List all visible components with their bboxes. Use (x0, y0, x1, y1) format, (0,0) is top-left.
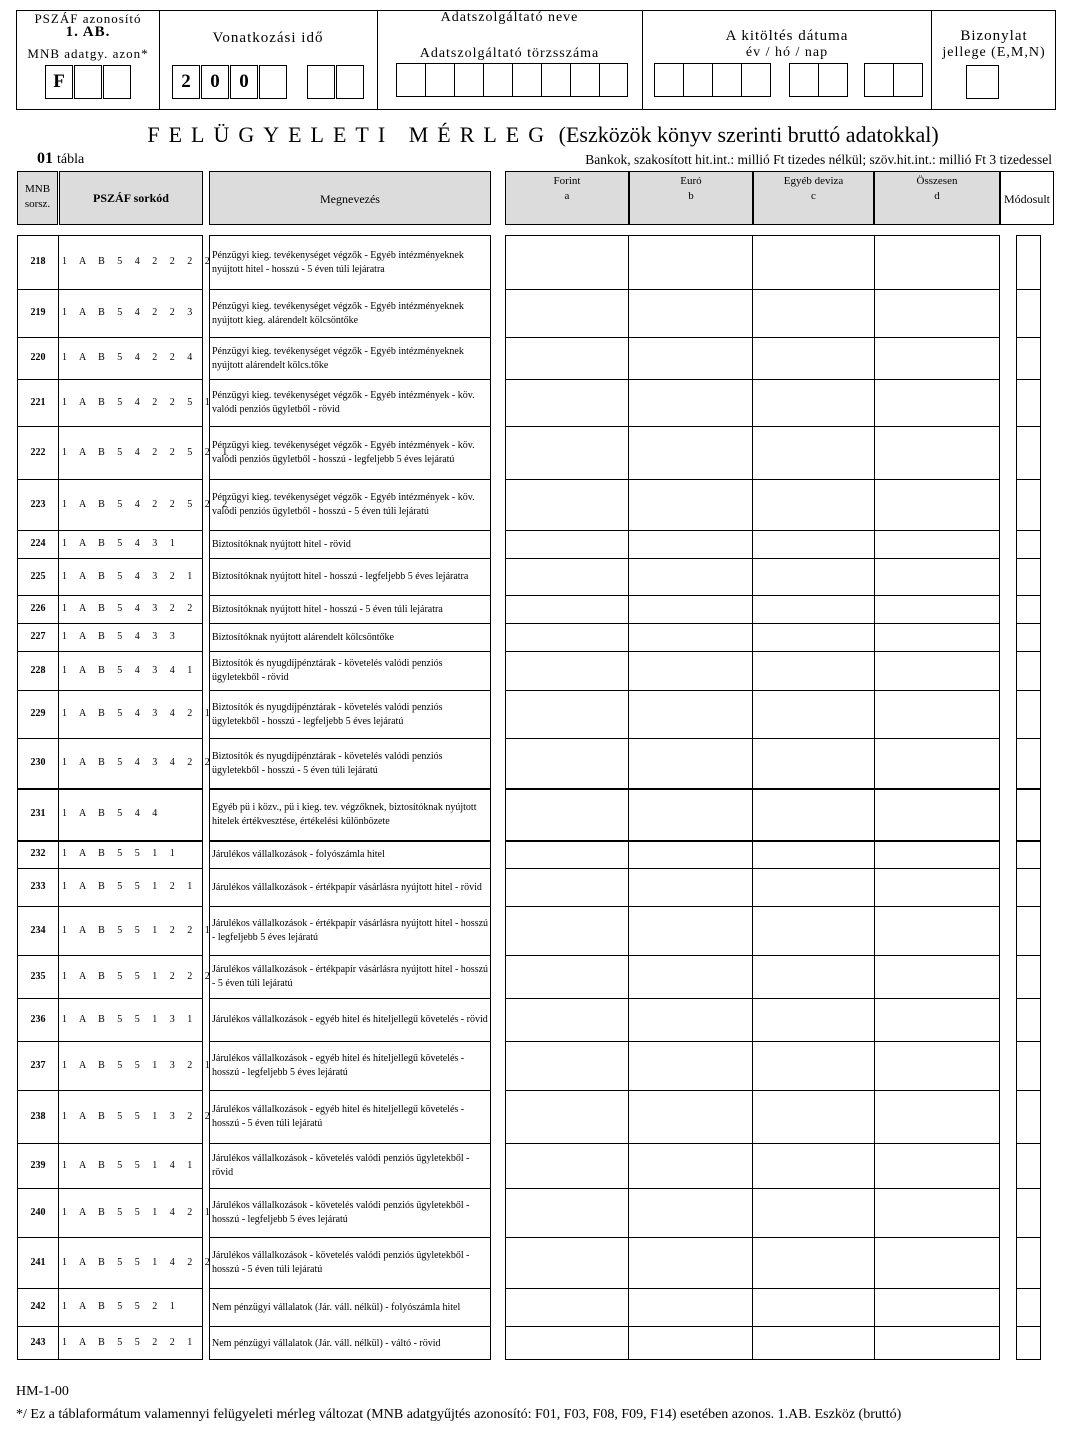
col-header-modified: Módosult (1000, 171, 1054, 225)
cell-forint[interactable] (506, 1091, 628, 1143)
row-name: Nem pénzügyi vállalatok (Jár. váll. nélkül) - folyószámla hitel (212, 1301, 461, 1313)
row-code: 1 A B 5 5 1 2 2 2 (62, 970, 215, 982)
row-name: Járulékos vállalkozások - egyéb hitel és hiteljellegű követelés - hosszú - 5 éven túli lejáratú (212, 1104, 465, 1129)
row-code: 1 A B 5 4 3 4 2 2 (62, 757, 215, 768)
cell-euro[interactable] (629, 1289, 752, 1326)
row-number: 226 (30, 603, 46, 614)
row-separator (17, 738, 203, 739)
cell-other-currency[interactable] (753, 1238, 874, 1288)
col-header-total: Összesen d (874, 171, 1000, 225)
row-separator (17, 379, 203, 380)
row-number: 231 (30, 808, 46, 819)
row-separator (209, 868, 491, 869)
row-number: 225 (30, 570, 46, 582)
cell-total[interactable] (875, 1327, 1000, 1360)
row-name: Járulékos vállalkozások - értékpapír vásárlásra nyújtott hitel - rövid (212, 881, 482, 893)
cell-forint[interactable] (506, 427, 628, 479)
cell-other-currency[interactable] (753, 1091, 874, 1143)
row-number: 229 (30, 708, 46, 719)
row-name: Járulékos vállalkozások - folyószámla hitel (212, 848, 385, 860)
cell-forint[interactable] (506, 691, 628, 738)
row-number: 221 (30, 396, 46, 408)
cell-total[interactable] (875, 1289, 1000, 1326)
cell-forint[interactable] (506, 531, 628, 558)
period-char-box[interactable] (307, 65, 335, 99)
row-number: 239 (30, 1159, 46, 1171)
cell-forint[interactable] (506, 907, 628, 955)
provider-name-label: Adatszolgáltató neve (440, 10, 579, 25)
cell-modified[interactable] (1017, 236, 1041, 289)
cell-euro[interactable] (629, 624, 752, 651)
cell-other-currency[interactable] (753, 652, 874, 690)
row-code: 1 A B 5 5 1 2 1 (62, 881, 198, 892)
row-name: Biztosítók és nyugdíjpénztárak - követelés valódi penziós ügyletekből - rövid (212, 658, 443, 683)
row-code: 1 A B 5 5 1 3 2 1 (62, 1059, 215, 1071)
period-char-box[interactable]: 0 (230, 65, 258, 99)
cell-modified[interactable] (1017, 624, 1041, 651)
cell-forint[interactable] (506, 652, 628, 690)
cell-euro[interactable] (629, 596, 752, 623)
row-name: Pénzügyi kieg. tevékenységet végzők - Egyéb intézményeknek nyújtott alárendelt kölcs.tőke (212, 345, 464, 371)
cell-euro[interactable] (629, 380, 752, 426)
cell-euro[interactable] (629, 1091, 752, 1143)
cell-other-currency[interactable] (753, 1327, 874, 1360)
cell-modified[interactable] (1017, 1238, 1041, 1288)
row-code: 1 A B 5 5 2 1 (62, 1301, 180, 1312)
cell-modified[interactable] (1017, 841, 1041, 868)
row-code: 1 A B 5 4 3 2 1 (62, 570, 198, 582)
row-number: 242 (30, 1301, 46, 1312)
cell-forint[interactable] (506, 1327, 628, 1360)
row-separator (17, 1041, 203, 1042)
date-label: A kitöltés dátuma (725, 28, 849, 44)
row-separator (17, 1326, 203, 1327)
cell-other-currency[interactable] (753, 596, 874, 623)
cell-other-currency[interactable] (753, 1144, 874, 1188)
cell-total[interactable] (875, 559, 1000, 595)
cell-total[interactable] (875, 841, 1000, 868)
cell-forint[interactable] (506, 1289, 628, 1326)
cell-total[interactable] (875, 624, 1000, 651)
row-code: 1 A B 5 4 3 2 2 (62, 603, 198, 614)
row-name: Pénzügyi kieg. tevékenységet végzők - Egyéb intézmények - köv. valódi penziós ügyletből - rövid (212, 390, 475, 415)
cell-modified[interactable] (1017, 596, 1041, 623)
row-number: 222 (30, 446, 46, 458)
row-separator (17, 623, 203, 624)
row-code: 1 A B 5 4 3 3 (62, 631, 180, 642)
row-number: 240 (30, 1206, 46, 1218)
cell-total[interactable] (875, 652, 1000, 690)
cell-modified[interactable] (1017, 559, 1041, 595)
period-char-box[interactable] (259, 65, 287, 99)
row-separator (17, 530, 203, 531)
cell-euro[interactable] (629, 338, 752, 379)
row-separator (209, 1237, 491, 1238)
cell-euro[interactable] (629, 956, 752, 998)
cell-other-currency[interactable] (753, 480, 874, 530)
cell-modified[interactable] (1017, 531, 1041, 558)
cell-total[interactable] (875, 869, 1000, 906)
col-header-pszaf: PSZÁF sorkód (59, 171, 203, 225)
row-number: 218 (30, 256, 46, 267)
col-header-forint: Forint a (505, 171, 629, 225)
row-separator (209, 337, 491, 338)
row-code: 1 A B 5 4 3 4 1 (62, 664, 198, 676)
row-name: Nem pénzügyi vállalatok (Jár. váll. nélkül) - váltó - rövid (212, 1337, 441, 1349)
row-name: Biztosítók és nyugdíjpénztárak - követelés valódi penziós ügyletekből - hosszú - legfeljebb 5 éves lejáratú (212, 701, 443, 727)
mnb-char-box[interactable] (103, 65, 131, 99)
row-number: 241 (30, 1256, 46, 1268)
cell-euro[interactable] (629, 907, 752, 955)
row-number: 234 (30, 924, 46, 936)
col-header-name: Megnevezés (209, 171, 491, 225)
row-number: 238 (30, 1110, 46, 1122)
cell-forint[interactable] (506, 596, 628, 623)
cell-total[interactable] (875, 531, 1000, 558)
cell-modified[interactable] (1017, 652, 1041, 690)
col-header-euro: Euró b (629, 171, 753, 225)
doc-type-box[interactable] (966, 65, 999, 99)
row-separator (209, 426, 491, 427)
row-separator (209, 1326, 491, 1327)
row-number: 220 (30, 352, 46, 363)
cell-other-currency[interactable] (753, 956, 874, 998)
row-code: 1 A B 5 4 3 1 (62, 538, 180, 549)
cell-euro[interactable] (629, 691, 752, 738)
cell-other-currency[interactable] (753, 427, 874, 479)
cell-euro[interactable] (629, 290, 752, 337)
cell-total[interactable] (875, 338, 1000, 379)
row-separator (209, 595, 491, 596)
unit-note: Bankok, szakosított hit.int.: millió Ft tizedes nélkül; szöv.hit.int.: millió Ft 3 tizedessel (585, 152, 1052, 167)
row-separator (17, 558, 203, 559)
row-name: Biztosítóknak nyújtott hitel - rövid (212, 538, 351, 550)
table-number: 01 tábla (37, 150, 85, 167)
cell-total[interactable] (875, 1042, 1000, 1090)
row-name: Pénzügyi kieg. tevékenységet végzők - Egyéb intézményeknek nyújtott kieg. alárendelt kölcsöntőke (212, 300, 464, 326)
period-char-box[interactable] (336, 65, 364, 99)
cell-forint[interactable] (506, 480, 628, 530)
footnote: */ Ez a táblaformátum valamennyi felügyeleti mérleg változat (MNB adatgyűjtés azonosító: F01, F03, F08, F09, F14) esetében azonos. 1.AB. Eszköz (bruttó) (16, 1407, 902, 1422)
cell-euro[interactable] (629, 739, 752, 788)
cell-forint[interactable] (506, 559, 628, 595)
row-number: 223 (30, 498, 46, 510)
row-separator (17, 479, 203, 480)
row-separator (209, 998, 491, 999)
cell-other-currency[interactable] (753, 1189, 874, 1237)
row-separator (17, 595, 203, 596)
row-separator (17, 1188, 203, 1189)
row-code: 1 A B 5 4 2 2 3 (62, 307, 198, 318)
row-number: 236 (30, 1013, 46, 1025)
row-code: 1 A B 5 5 1 2 2 1 (62, 924, 215, 936)
row-number: 243 (30, 1337, 46, 1348)
cell-other-currency[interactable] (753, 841, 874, 868)
cell-forint[interactable] (506, 624, 628, 651)
cell-total[interactable] (875, 1189, 1000, 1237)
cell-other-currency[interactable] (753, 559, 874, 595)
cell-modified[interactable] (1017, 907, 1041, 955)
row-separator (209, 1090, 491, 1091)
row-code: 1 A B 5 4 2 2 5 2 2 (62, 498, 233, 510)
cell-forint[interactable] (506, 1144, 628, 1188)
cell-other-currency[interactable] (753, 691, 874, 738)
form-id: HM-1-00 (16, 1384, 69, 1399)
cell-modified[interactable] (1017, 869, 1041, 906)
cell-forint[interactable] (506, 869, 628, 906)
cell-forint[interactable] (506, 236, 628, 289)
cell-modified[interactable] (1017, 480, 1041, 530)
row-code: 1 A B 5 4 2 2 5 2 1 (62, 446, 233, 458)
row-separator (209, 379, 491, 380)
cell-forint[interactable] (506, 1042, 628, 1090)
row-separator (17, 1143, 203, 1144)
row-separator (209, 1041, 491, 1042)
row-name: Biztosítók és nyugdíjpénztárak - követelés valódi penziós ügyletekből - hosszú - 5 éven túli lejáratú (212, 750, 443, 776)
row-separator (209, 558, 491, 559)
row-code: 1 A B 5 5 1 3 1 (62, 1013, 198, 1025)
cell-other-currency[interactable] (753, 531, 874, 558)
row-number: 230 (30, 757, 46, 768)
row-code: 1 A B 5 4 2 2 5 1 (62, 396, 215, 408)
row-separator (17, 868, 203, 869)
row-separator (209, 623, 491, 624)
cell-other-currency[interactable] (753, 907, 874, 955)
cell-forint[interactable] (506, 290, 628, 337)
row-separator (17, 840, 203, 842)
row-code: 1 A B 5 4 3 4 2 1 (62, 708, 215, 719)
row-name: Pénzügyi kieg. tevékenységet végzők - Egyéb intézményeknek nyújtott hitel - hosszú - 5 éven túli lejáratra (212, 249, 464, 275)
row-code: 1 A B 5 5 1 4 1 (62, 1159, 198, 1171)
cell-modified[interactable] (1017, 290, 1041, 337)
cell-total[interactable] (875, 236, 1000, 289)
row-name: Biztosítóknak nyújtott alárendelt kölcsöntőke (212, 631, 394, 643)
date-format-label: év / hó / nap (745, 45, 829, 60)
row-separator (17, 1237, 203, 1238)
cell-modified[interactable] (1017, 956, 1041, 998)
cell-total[interactable] (875, 1144, 1000, 1188)
row-separator (209, 1143, 491, 1144)
cell-euro[interactable] (629, 480, 752, 530)
row-separator (17, 1090, 203, 1091)
mnb-char-box[interactable]: F (45, 65, 73, 99)
cell-forint[interactable] (506, 956, 628, 998)
cell-forint[interactable] (506, 1189, 628, 1237)
cell-modified[interactable] (1017, 739, 1041, 788)
cell-euro[interactable] (629, 1042, 752, 1090)
doc-type-format-label: jellege (E,M,N) (942, 45, 1046, 60)
cell-euro[interactable] (629, 869, 752, 906)
row-separator (209, 738, 491, 739)
row-separator (17, 289, 203, 290)
cell-total[interactable] (875, 290, 1000, 337)
cell-total[interactable] (875, 789, 1000, 840)
cell-forint[interactable] (506, 338, 628, 379)
provider-id-label: Adatszolgáltató törzsszáma (419, 46, 600, 61)
row-separator (17, 998, 203, 999)
row-separator (209, 690, 491, 691)
cell-euro[interactable] (629, 652, 752, 690)
cell-modified[interactable] (1017, 1189, 1041, 1237)
cell-other-currency[interactable] (753, 999, 874, 1041)
mnb-label: MNB adatgy. azon* (27, 46, 149, 61)
cell-euro[interactable] (629, 427, 752, 479)
cell-total[interactable] (875, 427, 1000, 479)
row-separator (209, 1188, 491, 1189)
row-code: 1 A B 5 5 1 4 2 1 (62, 1206, 215, 1218)
cell-total[interactable] (875, 907, 1000, 955)
row-name: Biztosítóknak nyújtott hitel - hosszú - 5 éven túli lejáratra (212, 603, 443, 615)
cell-other-currency[interactable] (753, 789, 874, 840)
cell-forint[interactable] (506, 999, 628, 1041)
doc-type-label: Bizonylat (960, 28, 1028, 44)
period-label: Vonatkozási idő (212, 30, 324, 46)
cell-other-currency[interactable] (753, 380, 874, 426)
cell-other-currency[interactable] (753, 338, 874, 379)
row-name: Járulékos vállalkozások - értékpapír vásárlásra nyújtott hitel - hosszú - legfeljebb 5 éves lejáratú (212, 918, 489, 943)
cell-total[interactable] (875, 956, 1000, 998)
row-name: Pénzügyi kieg. tevékenységet végzők - Egyéb intézmények - köv. valódi penziós ügyletből - hosszú - legfeljebb 5 éves lejáratú (212, 440, 475, 465)
row-name: Járulékos vállalkozások - követelés valódi penziós ügyletekből - hosszú - legfeljebb 5 éves lejáratú (212, 1200, 470, 1225)
row-separator (209, 651, 491, 652)
cell-modified[interactable] (1017, 1289, 1041, 1326)
cell-forint[interactable] (506, 789, 628, 840)
col-header-mnb: MNB sorsz. (17, 171, 58, 225)
cell-other-currency[interactable] (753, 290, 874, 337)
cell-total[interactable] (875, 380, 1000, 426)
row-code: 1 A B 5 5 1 1 (62, 848, 180, 859)
row-separator (17, 426, 203, 427)
row-separator (209, 1288, 491, 1289)
cell-forint[interactable] (506, 841, 628, 868)
cell-euro[interactable] (629, 1327, 752, 1360)
row-separator (209, 479, 491, 480)
cell-modified[interactable] (1017, 1042, 1041, 1090)
cell-other-currency[interactable] (753, 236, 874, 289)
row-separator (17, 690, 203, 691)
row-name: Járulékos vállalkozások - értékpapír vásárlásra nyújtott hitel - hosszú - 5 éven túli lejáratú (212, 964, 489, 989)
row-name: Járulékos vállalkozások - követelés valódi penziós ügyletekből - rövid (212, 1153, 470, 1178)
cell-modified[interactable] (1017, 691, 1041, 738)
period-char-box[interactable]: 0 (201, 65, 229, 99)
row-number: 235 (30, 970, 46, 982)
row-name: Járulékos vállalkozások - követelés valódi penziós ügyletekből - hosszú - 5 éven túli lejáratú (212, 1250, 470, 1275)
row-number: 233 (30, 881, 46, 892)
cell-forint[interactable] (506, 739, 628, 788)
row-code: 1 A B 5 4 2 2 4 (62, 352, 198, 363)
row-name: Járulékos vállalkozások - egyéb hitel és hiteljellegű követelés - rövid (212, 1014, 488, 1025)
row-number: 228 (30, 664, 46, 676)
cell-modified[interactable] (1017, 1091, 1041, 1143)
cell-modified[interactable] (1017, 338, 1041, 379)
cell-modified[interactable] (1017, 999, 1041, 1041)
cell-euro[interactable] (629, 236, 752, 289)
cell-forint[interactable] (506, 380, 628, 426)
row-separator (209, 906, 491, 907)
row-code: 1 A B 5 4 2 2 2 2 (62, 256, 215, 267)
row-number: 232 (30, 848, 46, 859)
cell-euro[interactable] (629, 1238, 752, 1288)
period-char-box[interactable]: 2 (172, 65, 200, 99)
cell-total[interactable] (875, 691, 1000, 738)
cell-modified[interactable] (1017, 427, 1041, 479)
row-name: Egyéb pü i közv., pü i kieg. tev. végzőknek, biztosítóknak nyújtott hitelek értékvesztése, értékelési különbözete (212, 801, 477, 827)
cell-forint[interactable] (506, 1238, 628, 1288)
pszaf-value: 1. AB. (65, 24, 111, 40)
cell-modified[interactable] (1017, 789, 1041, 840)
title-main: FELÜGYELETI MÉRLEG (147, 122, 554, 147)
row-number: 227 (30, 631, 46, 642)
cell-total[interactable] (875, 999, 1000, 1041)
row-code: 1 A B 5 5 1 4 2 2 (62, 1256, 215, 1268)
cell-other-currency[interactable] (753, 624, 874, 651)
row-separator (17, 955, 203, 956)
cell-total[interactable] (875, 1091, 1000, 1143)
row-name: Járulékos vállalkozások - egyéb hitel és hiteljellegű követelés - hosszú - legfeljebb 5 éves lejáratú (212, 1053, 465, 1078)
col-header-other-currency: Egyéb deviza c (753, 171, 874, 225)
cell-modified[interactable] (1017, 380, 1041, 426)
row-code: 1 A B 5 5 1 3 2 2 (62, 1110, 215, 1122)
cell-other-currency[interactable] (753, 739, 874, 788)
cell-total[interactable] (875, 739, 1000, 788)
cell-euro[interactable] (629, 999, 752, 1041)
row-code: 1 A B 5 4 4 (62, 808, 163, 819)
title-sub: (Eszközök könyv szerinti bruttó adatokkal) (558, 122, 939, 147)
cell-modified[interactable] (1017, 1327, 1041, 1360)
cell-total[interactable] (875, 480, 1000, 530)
row-name: Biztosítóknak nyújtott hitel - hosszú - legfeljebb 5 éves lejáratra (212, 571, 469, 582)
row-separator (17, 337, 203, 338)
cell-euro[interactable] (629, 789, 752, 840)
pszaf-label: PSZÁF azonosító (34, 11, 142, 26)
cell-total[interactable] (875, 596, 1000, 623)
cell-euro[interactable] (629, 841, 752, 868)
row-number: 224 (30, 538, 46, 549)
row-separator (17, 788, 203, 790)
cell-euro[interactable] (629, 1189, 752, 1237)
row-separator (209, 955, 491, 956)
cell-other-currency[interactable] (753, 1289, 874, 1326)
header-divider (159, 10, 160, 110)
row-separator (17, 651, 203, 652)
cell-euro[interactable] (629, 1144, 752, 1188)
cell-total[interactable] (875, 1238, 1000, 1288)
row-code: 1 A B 5 5 2 2 1 (62, 1337, 198, 1348)
cell-other-currency[interactable] (753, 1042, 874, 1090)
row-number: 237 (30, 1059, 46, 1071)
cell-other-currency[interactable] (753, 869, 874, 906)
mnb-char-box[interactable] (74, 65, 102, 99)
row-name: Pénzügyi kieg. tevékenységet végzők - Egyéb intézmények - köv. valódi penziós ügyletből - hosszú - 5 éven túli lejáratú (212, 492, 475, 517)
row-separator (17, 906, 203, 907)
row-separator (17, 1288, 203, 1289)
row-separator (209, 289, 491, 290)
row-number: 219 (30, 307, 46, 318)
page-title (0, 122, 1086, 148)
cell-modified[interactable] (1017, 1144, 1041, 1188)
cell-euro[interactable] (629, 559, 752, 595)
row-separator (209, 530, 491, 531)
cell-euro[interactable] (629, 531, 752, 558)
